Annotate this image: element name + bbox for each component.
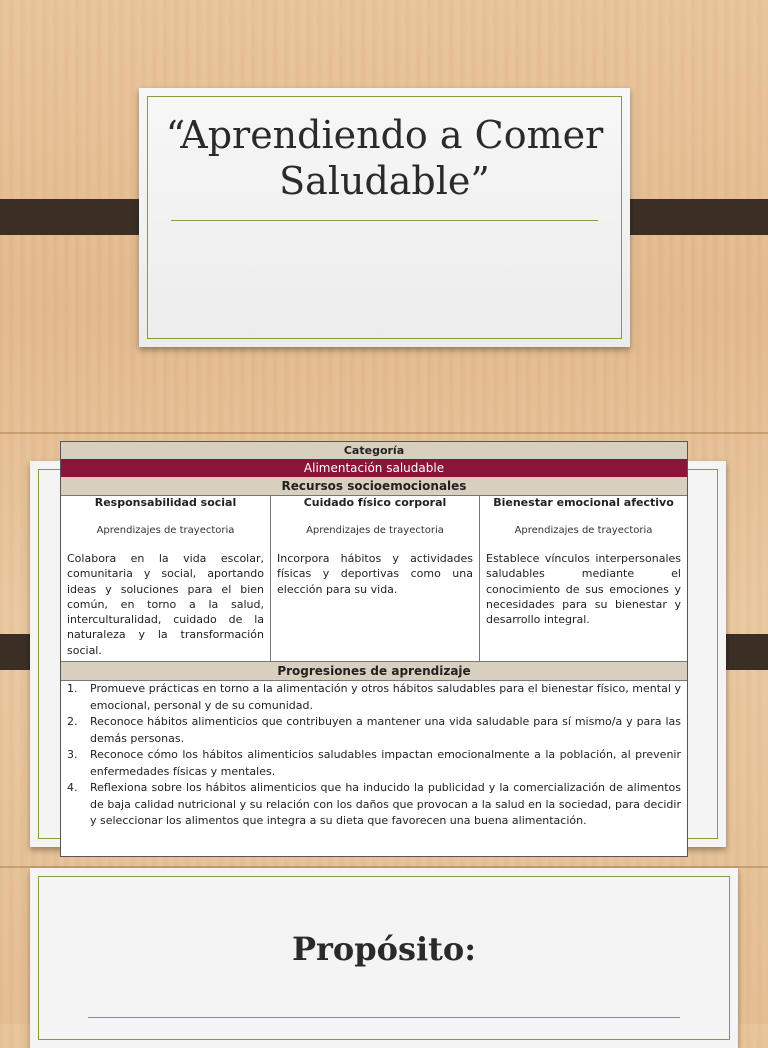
slide-band-right [719,634,768,670]
column-body: Incorpora hábitos y actividades físicas y deportivas como una elección para su vida. [277,552,473,596]
slide-band-right [613,199,768,235]
progressions-list [67,681,681,830]
column-subtitle: Aprendizajes de trayectoria [514,525,653,536]
wood-seam [0,432,768,434]
list-item: 4. Reflexiona sobre los hábitos alimenticios que ha inducido la publicidad y la comercialización de alimentos de baja calidad nutricional y su relación con los daños que provocan a la salud en la sociedad, para decidir y seleccionar los alimentos que integra a su dieta que favorecen una buena alimentación. [67,781,681,827]
column-title: Cuidado físico corporal [303,496,447,509]
slide-band-left [0,199,155,235]
slide-title: “Aprendiendo a Comer Saludable” [165,113,604,203]
column-subtitle: Aprendizajes de trayectoria [96,525,235,536]
column-cuidado [270,495,479,661]
resource-columns [61,495,687,661]
slide-title: Propósito: [291,930,477,968]
category-header: Categoría [61,442,687,460]
title-divider [88,1017,680,1018]
column-body: Colabora en la vida escolar, comunitaria y social, aportando ideas y soluciones para el bien común, en torno a la salud, interculturalidad, cuidado de la naturaleza y la transformación social. [67,552,264,657]
column-subtitle: Aprendizajes de trayectoria [306,525,444,536]
list-item: 2. Reconoce hábitos alimenticios que contribuyen a mantener una vida saludable para sí mismo/a y para las demás personas. [67,715,681,745]
column-body: Establece vínculos interpersonales saludables mediante el conocimiento de sus emociones y necesidades para su bienestar y desarrollo integral. [486,552,681,627]
list-item: 1. Promueve prácticas en torno a la alimentación y otros hábitos saludables para el bienestar físico, mental y emocional, personal y de su comunidad. [67,682,681,712]
progressions-header: Progresiones de aprendizaje [61,661,687,681]
column-title: Responsabilidad social [94,496,237,509]
column-title: Bienestar emocional afectivo [493,496,674,509]
column-bienestar [479,495,687,661]
resources-header: Recursos socioemocionales [61,477,687,496]
list-item: 3. Reconoce cómo los hábitos alimenticios saludables impactan emocionalmente a la población, al prevenir enfermedades físicas y mentales. [67,748,681,778]
title-divider [171,220,598,221]
title-slide[interactable] [139,88,630,347]
category-value: Alimentación saludable [61,459,687,478]
curriculum-table [60,441,688,857]
purpose-slide[interactable] [30,868,738,1048]
column-responsabilidad [61,495,270,661]
